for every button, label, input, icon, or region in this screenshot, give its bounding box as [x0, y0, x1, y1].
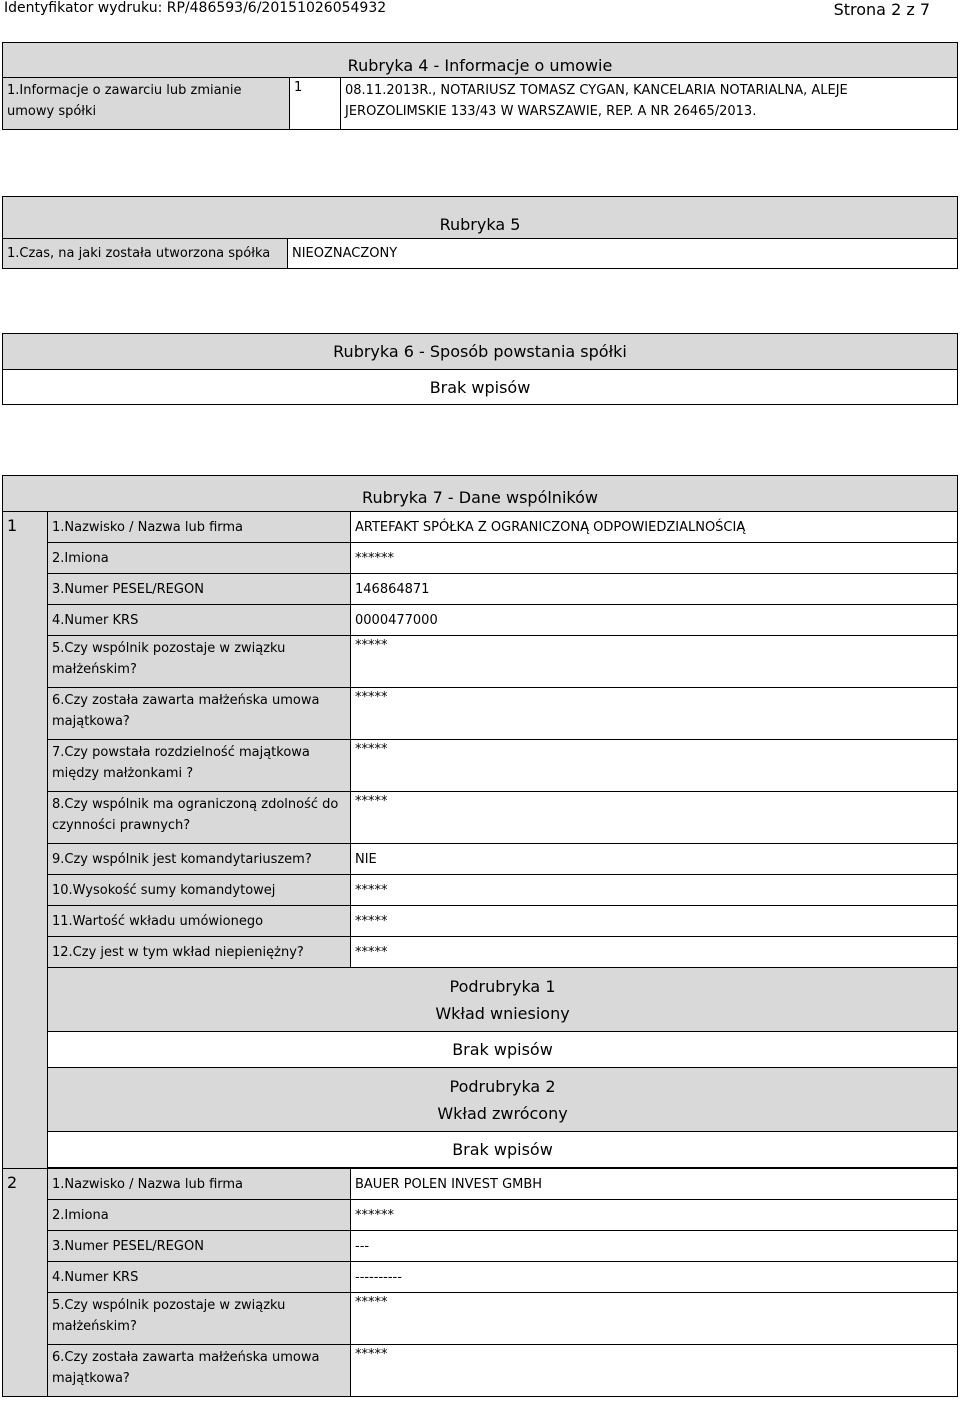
- subsection-1-title-line2: Wkład wniesiony: [435, 1003, 570, 1023]
- section-5-table: [2, 196, 958, 269]
- partner-2-marital-agreement-label: 6.Czy została zawarta małżeńska umowa majątkowa?: [48, 1345, 351, 1397]
- partner-1-pesel-value: 146864871: [351, 574, 958, 605]
- section-4-entry-number: 1: [290, 78, 341, 130]
- section-7-title: Rubryka 7 - Dane wspólników: [3, 476, 958, 512]
- section-4-table: [2, 42, 958, 130]
- subsection-2-title-line1: Podrubryka 2: [449, 1076, 556, 1096]
- subsection-1-empty: Brak wpisów: [48, 1032, 958, 1068]
- partner-1-nonmonetary-value: *****: [351, 937, 958, 968]
- partner-1-pesel-label: 3.Numer PESEL/REGON: [48, 574, 351, 605]
- partner-1-name-value: ARTEFAKT SPÓŁKA Z OGRANICZONĄ ODPOWIEDZIALNOŚCIĄ: [351, 512, 958, 543]
- subsection-1-title-line1: Podrubryka 1: [449, 976, 556, 996]
- partner-1-marital-agreement-label: 6.Czy została zawarta małżeńska umowa majątkowa?: [48, 688, 351, 740]
- partner-1-name-label: 1.Nazwisko / Nazwa lub firma: [48, 512, 351, 543]
- partner-1-limited-partner-value: NIE: [351, 844, 958, 875]
- partner-1-legal-capacity-label: 8.Czy wspólnik ma ograniczoną zdolność do czynności prawnych?: [48, 792, 351, 844]
- section-6-title: Rubryka 6 - Sposób powstania spółki: [3, 334, 958, 370]
- partner-2-marriage-label: 5.Czy wspólnik pozostaje w związku małżeńskim?: [48, 1293, 351, 1345]
- partner-1-krs-value: 0000477000: [351, 605, 958, 636]
- partner-1-legal-capacity-value: *****: [351, 792, 958, 844]
- section-5-title: Rubryka 5: [3, 197, 958, 239]
- section-5-label: 1.Czas, na jaki została utworzona spółka: [3, 239, 288, 269]
- subsection-1-title: [48, 968, 958, 1032]
- section-4-title: Rubryka 4 - Informacje o umowie: [3, 43, 958, 78]
- print-header: [0, 0, 960, 20]
- print-identifier: Identyfikator wydruku: RP/486593/6/20151026054932: [4, 0, 387, 16]
- subsection-2-empty: Brak wpisów: [48, 1132, 958, 1168]
- partner-2-firstnames-value: ******: [351, 1200, 958, 1231]
- subsection-2-title-line2: Wkład zwrócony: [437, 1103, 568, 1123]
- partner-1-number: 1: [3, 512, 48, 1169]
- partner-1-sum-value: *****: [351, 875, 958, 906]
- section-7-table: [2, 475, 958, 1397]
- subsection-2-title: [48, 1068, 958, 1132]
- partner-2-name-value: BAUER POLEN INVEST GMBH: [351, 1169, 958, 1200]
- partner-2-number: 2: [3, 1169, 48, 1397]
- partner-1-sum-label: 10.Wysokość sumy komandytowej: [48, 875, 351, 906]
- partner-1-separation-label: 7.Czy powstała rozdzielność majątkowa między małżonkami ?: [48, 740, 351, 792]
- section-4-value: 08.11.2013R., NOTARIUSZ TOMASZ CYGAN, KANCELARIA NOTARIALNA, ALEJE JEROZOLIMSKIE 133/43 W WARSZAWIE, REP. A NR 26465/2013.: [341, 78, 958, 130]
- section-6-empty: Brak wpisów: [3, 370, 958, 405]
- partner-2-marriage-value: *****: [351, 1293, 958, 1345]
- partner-2-pesel-value: ---: [351, 1231, 958, 1262]
- partner-2-name-label: 1.Nazwisko / Nazwa lub firma: [48, 1169, 351, 1200]
- partner-1-nonmonetary-label: 12.Czy jest w tym wkład niepieniężny?: [48, 937, 351, 968]
- partner-1-limited-partner-label: 9.Czy wspólnik jest komandytariuszem?: [48, 844, 351, 875]
- partner-1-separation-value: *****: [351, 740, 958, 792]
- partner-2-marital-agreement-value: *****: [351, 1345, 958, 1397]
- partner-1-marriage-value: *****: [351, 636, 958, 688]
- page-number: Strona 2 z 7: [833, 0, 930, 19]
- section-4-label: 1.Informacje o zawarciu lub zmianie umowy spółki: [3, 78, 290, 130]
- partner-1-marriage-label: 5.Czy wspólnik pozostaje w związku małżeńskim?: [48, 636, 351, 688]
- partner-1-firstnames-value: ******: [351, 543, 958, 574]
- partner-2-krs-label: 4.Numer KRS: [48, 1262, 351, 1293]
- partner-1-krs-label: 4.Numer KRS: [48, 605, 351, 636]
- section-6-table: [2, 333, 958, 405]
- partner-1-firstnames-label: 2.Imiona: [48, 543, 351, 574]
- partner-2-krs-value: ----------: [351, 1262, 958, 1293]
- partner-2-firstnames-label: 2.Imiona: [48, 1200, 351, 1231]
- partner-2-pesel-label: 3.Numer PESEL/REGON: [48, 1231, 351, 1262]
- partner-1-contribution-label: 11.Wartość wkładu umówionego: [48, 906, 351, 937]
- section-5-value: NIEOZNACZONY: [288, 239, 958, 269]
- partner-1-marital-agreement-value: *****: [351, 688, 958, 740]
- partner-1-contribution-value: *****: [351, 906, 958, 937]
